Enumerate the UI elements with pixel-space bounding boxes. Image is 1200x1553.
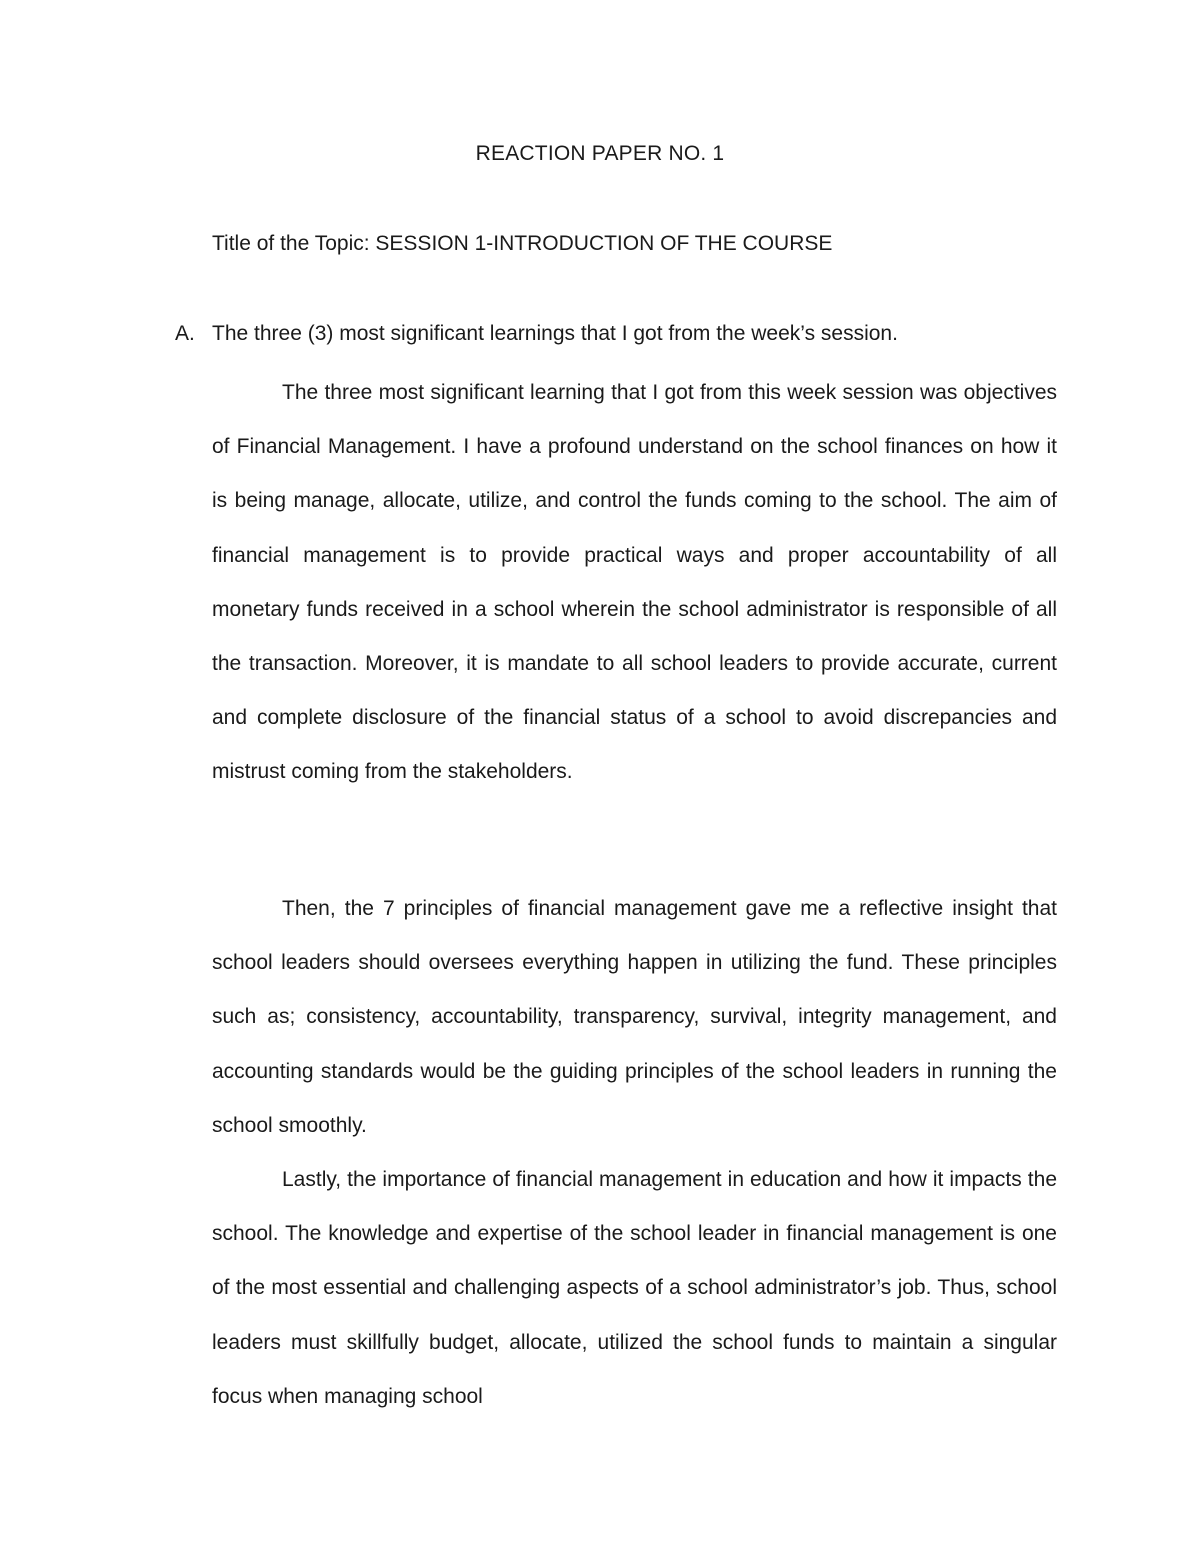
topic-title-line: Title of the Topic: SESSION 1-INTRODUCTION OF THE COURSE xyxy=(212,232,833,255)
document-title: REACTION PAPER NO. 1 xyxy=(475,142,725,165)
section-a-text: The three (3) most significant learnings that I got from the week’s session. xyxy=(212,322,898,345)
paragraph-1: The three most significant learning that I got from this week session was objectives of Financial Management. I have a profound understand on the school finances on how it is being manage, allocate, utilize, and control the funds coming to the school. The aim of financial management is to provide practical ways and proper accountability of all monetary funds received in a school wherein the school administrator is responsible of all the transaction. Moreover, it is mandate to all school leaders to provide accurate, current and complete disclosure of the financial status of a school to avoid discrepancies and mistrust coming from the stakeholders. xyxy=(212,381,1057,784)
paragraph-2: Then, the 7 principles of financial management gave me a reflective insight that school leaders should oversees everything happen in utilizing the fund. These principles such as; consistency, accountability, transparency, survival, integrity management, and accounting standards would be the guiding principles of the school leaders in running the school smoothly. xyxy=(212,897,1057,1137)
paragraph-3: Lastly, the importance of financial management in education and how it impacts the school. The knowledge and expertise of the school leader in financial management is one of the most essential and challenging aspects of a school administrator’s job. Thus, school leaders must skillfully budget, allocate, utilized the school funds to maintain a singular focus when managing school xyxy=(212,1168,1057,1408)
section-a-letter: A. xyxy=(175,322,195,345)
